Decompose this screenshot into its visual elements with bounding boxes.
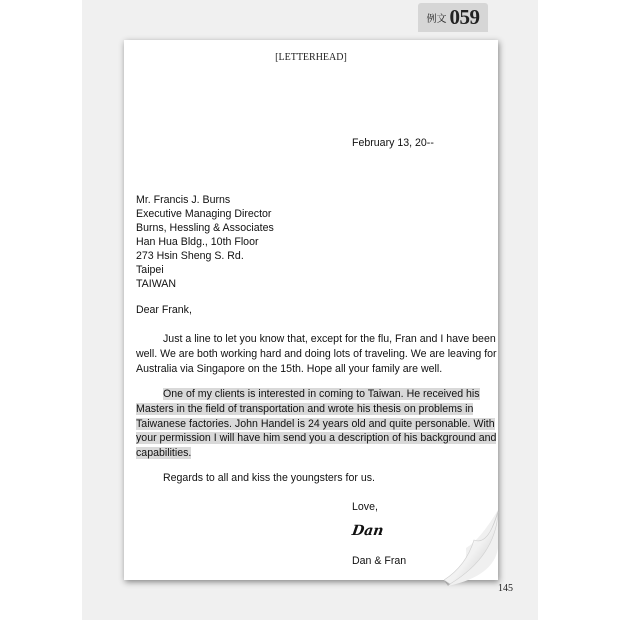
highlighted-line: One of my clients is interested in coming to Taiwan. He received his [163,388,480,400]
tab-label: 例文 [426,14,447,25]
highlighted-line: Masters in the field of transportation and wrote his thesis on problems in [136,402,474,415]
address-line: 273 Hsin Sheng S. Rd. [136,250,244,262]
address-line: Mr. Francis J. Burns [136,194,231,206]
address-line: Burns, Hessling & Associates [136,222,274,234]
letter-sheet [124,40,498,580]
highlighted-line: your permission I will have him send you a description of his background and [136,432,497,445]
page-curl [444,510,504,586]
highlighted-line: capabilities. [136,447,192,460]
letterhead: [LETTERHEAD] [275,52,347,63]
paragraph-line: well. We are both working hard and doing lots of traveling. We are leaving for [136,347,497,360]
address-line: Han Hua Bldg., 10th Floor [136,236,259,248]
signers: Dan & Fran [352,555,407,567]
recipient-address [136,193,274,291]
salutation: Dear Frank, [136,304,192,316]
highlighted-line: Taiwanese factories. John Handel is 24 years old and quite personable. With [136,417,495,430]
closing: Love, [352,501,378,513]
address-line: Executive Managing Director [136,208,272,220]
address-line: Taipei [136,264,164,276]
handwritten-signature: Dan [350,523,385,539]
page-number: 145 [498,583,513,594]
paragraph-line: Just a line to let you know that, except for the flu, Fran and I have been [163,333,496,345]
paragraph-line: Regards to all and kiss the youngsters for us. [163,472,375,484]
paragraph-1 [136,332,497,376]
paragraph-line: Australia via Singapore on the 15th. Hope all your family are well. [136,362,443,375]
address-line: TAIWAN [136,278,177,290]
paragraph-3 [136,471,486,486]
paragraph-2-highlighted [136,387,497,461]
letter-date: February 13, 20-- [352,137,434,149]
tab-number: 059 [449,5,480,29]
example-tab [418,3,488,32]
